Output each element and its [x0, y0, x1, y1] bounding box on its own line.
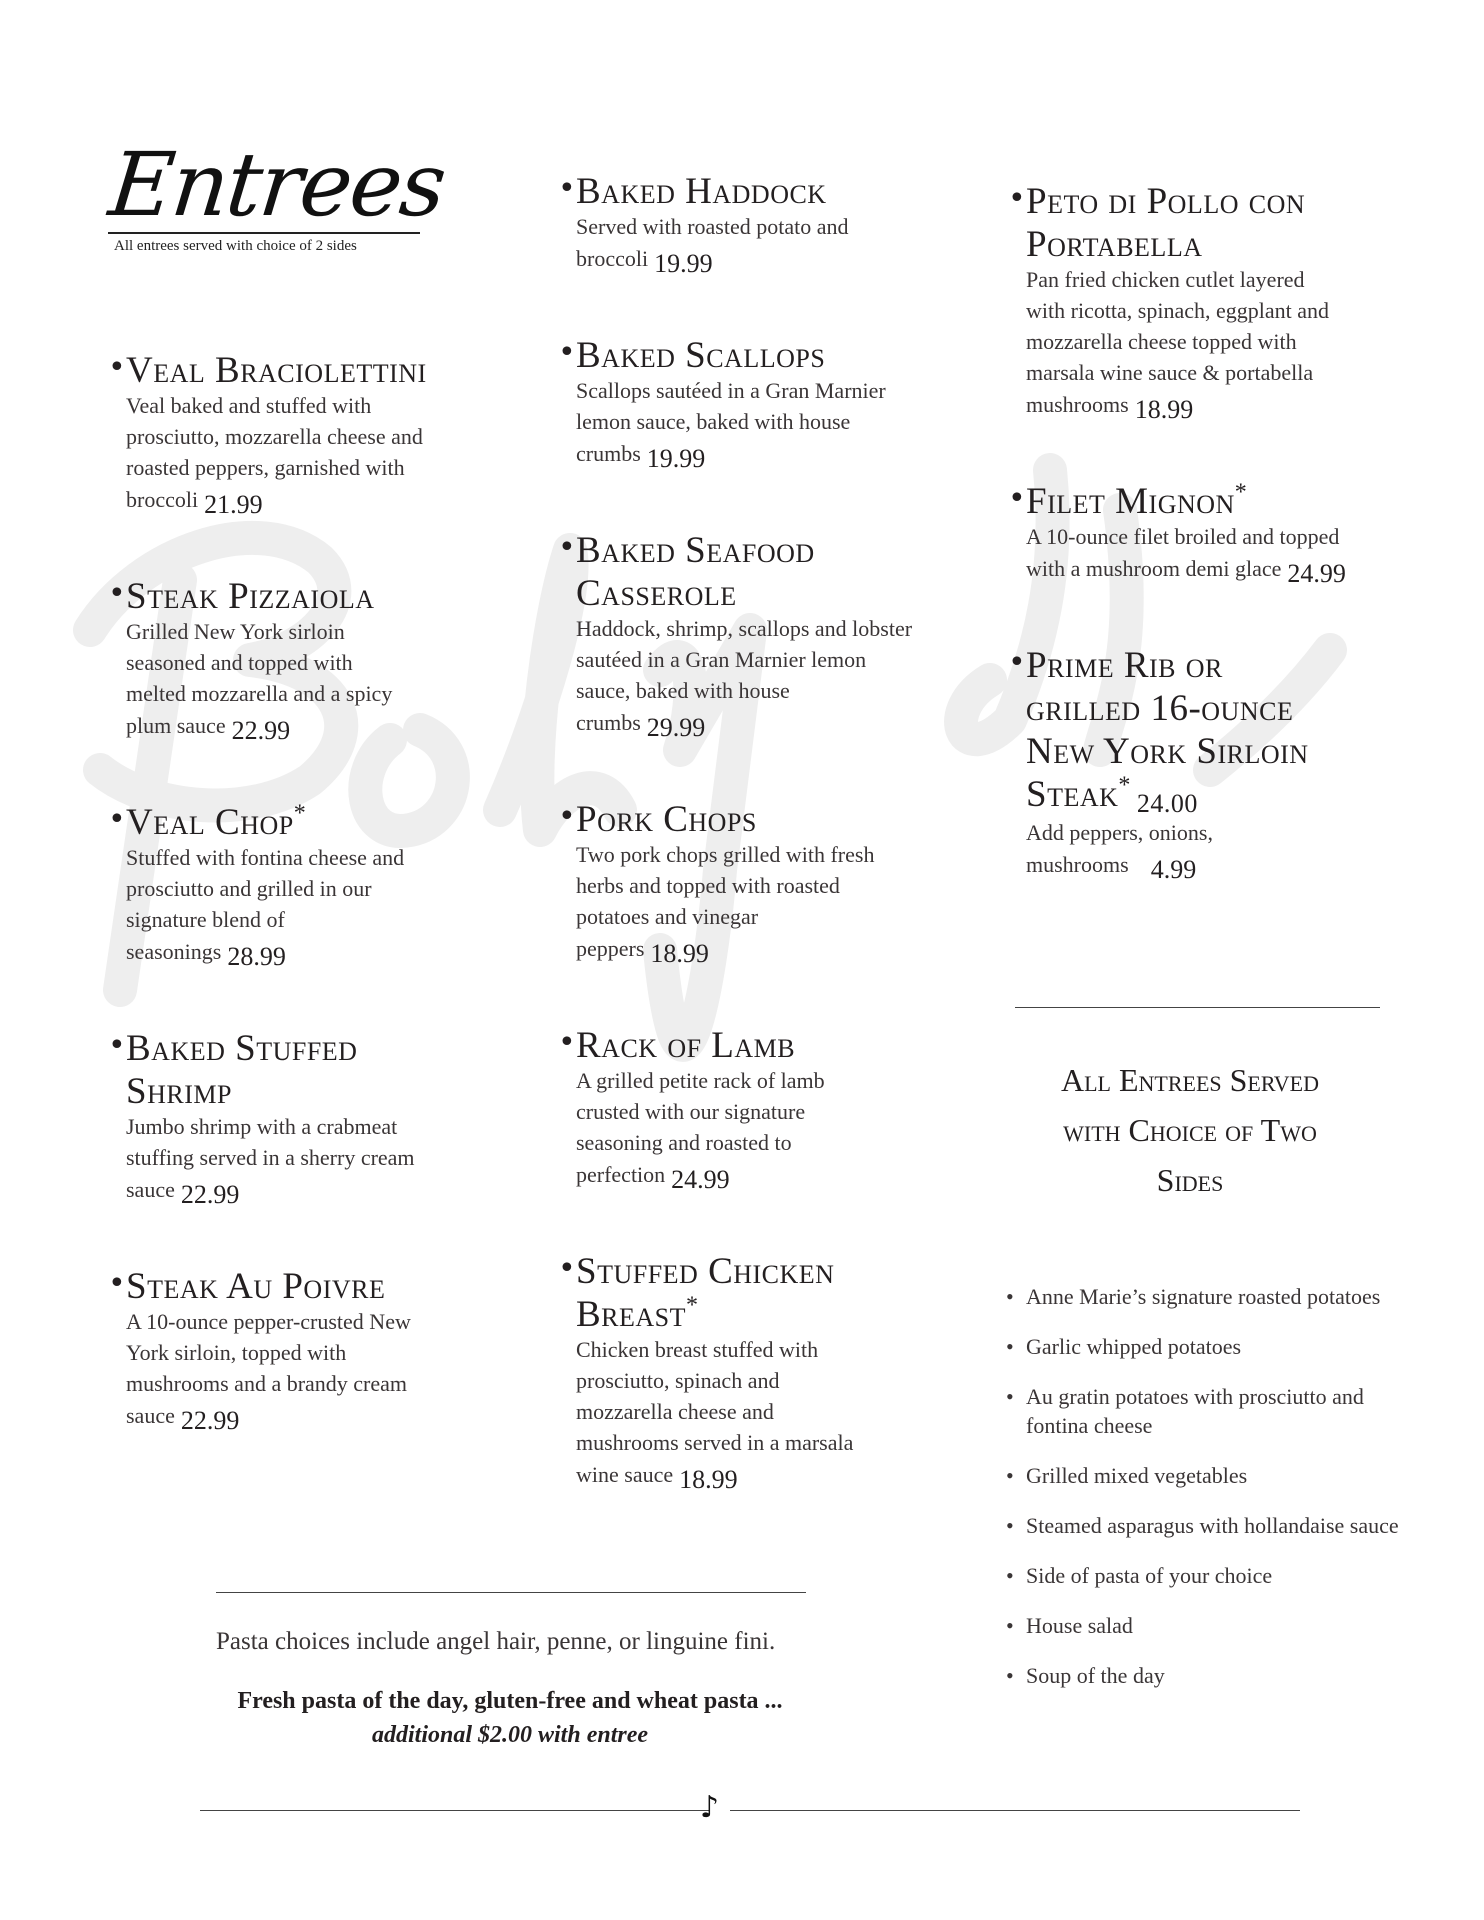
list-item: [1000, 1282, 1400, 1311]
item-name: Rack of Lamb: [576, 1025, 796, 1066]
item-description: Stuffed with fontina cheese and prosciutto and grilled in our signature blend of seasonings: [126, 845, 405, 964]
item-price: 22.99: [180, 1406, 240, 1435]
item-description: Jumbo shrimp with a crabmeat stuffing served in a sherry cream sauce: [126, 1114, 415, 1202]
item-name: Prime Rib or grilled 16-ounce New York Sirloin Steak: [1026, 645, 1309, 815]
item-name: Veal Braciolettini: [126, 350, 427, 391]
item-description: Pan fried chicken cutlet layered with ricotta, spinach, eggplant and mozzarella cheese topped with marsala wine sauce & portabella mushrooms: [1026, 267, 1330, 417]
menu-item: [100, 1265, 470, 1435]
list-item: [1000, 1382, 1400, 1440]
menu-item: [550, 529, 950, 742]
item-price: 18.99: [1134, 395, 1194, 424]
bullet: •: [108, 350, 126, 385]
side-label: Grilled mixed vegetables: [1026, 1463, 1248, 1488]
pasta-extra-italic: additional $2.00 with entree: [371, 1722, 649, 1748]
item-name: Baked Haddock: [576, 171, 827, 212]
pasta-note: Pasta choices include angel hair, penne, or linguine fini.: [216, 1628, 776, 1655]
middle-column: [550, 170, 950, 1494]
item-price: 24.99: [671, 1165, 730, 1194]
side-label: Garlic whipped potatoes: [1026, 1334, 1242, 1359]
bullet: •: [1006, 1284, 1014, 1309]
bullet: •: [1008, 645, 1026, 680]
bullet: •: [558, 799, 576, 834]
bullet: •: [1006, 1334, 1014, 1359]
bullet: •: [108, 1266, 126, 1301]
item-name: Veal Chop: [126, 802, 294, 843]
menu-item: [550, 334, 950, 473]
side-label: Anne Marie’s signature roasted potatoes: [1026, 1284, 1381, 1309]
bullet: •: [558, 1251, 576, 1286]
bullet: •: [1008, 481, 1026, 516]
addon-price: 4.99: [1150, 855, 1197, 884]
side-label: House salad: [1026, 1613, 1133, 1638]
side-label: Soup of the day: [1026, 1663, 1165, 1688]
menu-item: [550, 1250, 950, 1494]
side-label: Au gratin potatoes with prosciutto and fontina cheese: [1026, 1384, 1364, 1438]
item-star: *: [1234, 479, 1248, 506]
list-item: [1000, 1611, 1400, 1640]
footer-rule-right: [730, 1810, 1300, 1811]
item-description: Two pork chops grilled with fresh herbs and topped with roasted potatoes and vinegar peppers: [576, 842, 875, 961]
bullet: •: [1006, 1463, 1014, 1488]
item-name: Peto di Pollo con Portabella: [1026, 181, 1306, 265]
list-item: [1000, 1461, 1400, 1490]
item-star: *: [1118, 772, 1131, 799]
item-name: Baked Stuffed Shrimp: [126, 1028, 358, 1112]
bullet: •: [1006, 1384, 1014, 1409]
bullet: •: [558, 1025, 576, 1060]
item-star: *: [293, 800, 307, 827]
page-title: Entrees: [104, 133, 450, 236]
item-price: 18.99: [679, 1465, 738, 1494]
menu-item: [550, 1024, 950, 1194]
bullet: •: [108, 802, 126, 837]
pasta-extra: [200, 1684, 820, 1752]
bullet: •: [558, 530, 576, 565]
item-name: Baked Scallops: [576, 335, 826, 376]
item-star: *: [686, 1292, 699, 1319]
item-name: Stuffed Chicken Breast: [576, 1251, 835, 1335]
menu-item: [550, 170, 950, 278]
list-item: [1000, 1511, 1400, 1540]
item-price: 18.99: [650, 939, 709, 968]
bullet: •: [1006, 1613, 1014, 1638]
item-description: A 10-ounce filet broiled and topped with a mushroom demi glace: [1026, 524, 1340, 581]
item-price: 22.99: [180, 1180, 240, 1209]
item-price: 24.00: [1136, 789, 1198, 818]
bullet: •: [1008, 181, 1026, 216]
menu-item: [1000, 479, 1420, 588]
item-name: Steak Au Poivre: [126, 1266, 386, 1307]
side-label: Side of pasta of your choice: [1026, 1563, 1273, 1588]
item-price: 19.99: [646, 444, 706, 473]
item-description: Served with roasted potato and broccoli: [576, 214, 849, 271]
item-price: 19.99: [654, 249, 713, 278]
item-price: 21.99: [204, 490, 263, 519]
left-column: [100, 133, 470, 1435]
item-price: 22.99: [231, 716, 291, 745]
item-description: Chicken breast stuffed with prosciutto, spinach and mozzarella cheese and mushrooms served in a marsala wine sauce: [576, 1337, 854, 1487]
bullet: •: [1006, 1513, 1014, 1538]
item-price: 29.99: [646, 713, 706, 742]
pasta-extra-bold: Fresh pasta of the day, gluten-free and wheat pasta ...: [237, 1688, 783, 1714]
menu-item: [1000, 180, 1420, 424]
item-name: Pork Chops: [576, 799, 757, 840]
side-label: Steamed asparagus with hollandaise sauce: [1026, 1513, 1399, 1538]
menu-item: [100, 800, 470, 971]
list-item: [1000, 1332, 1400, 1361]
menu-item: [100, 349, 470, 519]
item-name: Steak Pizzaiola: [126, 576, 375, 617]
bullet: •: [108, 1028, 126, 1063]
item-description: Haddock, shrimp, scallops and lobster sautéed in a Gran Marnier lemon sauce, baked with house crumbs: [576, 616, 913, 735]
item-name: Baked Seafood Casserole: [576, 530, 815, 614]
sides-heading: All Entrees Served with Choice of Two Sides: [1060, 1062, 1319, 1198]
menu-item: [100, 575, 470, 745]
menu-item: [100, 1027, 470, 1209]
list-item: [1000, 1661, 1400, 1690]
item-description: Scallops sautéed in a Gran Marnier lemon sauce, baked with house crumbs: [576, 378, 886, 466]
bullet: •: [108, 576, 126, 611]
menu-item: [550, 798, 950, 968]
addon-text: Add peppers, onions, mushrooms: [1026, 820, 1213, 877]
item-price: 28.99: [227, 942, 286, 971]
item-description: Grilled New York sirloin seasoned and topped with melted mozzarella and a spicy plum sauce: [126, 619, 393, 738]
list-item: [1000, 1561, 1400, 1590]
menu-item: [1000, 644, 1420, 884]
right-divider: [1015, 1007, 1380, 1008]
bullet: •: [558, 171, 576, 206]
music-note-icon: ♪: [700, 1790, 720, 1825]
right-column: [1000, 180, 1420, 884]
pasta-divider: [216, 1592, 806, 1593]
footer-rule-left: [200, 1810, 710, 1811]
item-price: 24.99: [1287, 559, 1346, 588]
item-description: Veal baked and stuffed with prosciutto, mozzarella cheese and roasted peppers, garnished with broccoli: [126, 393, 423, 512]
sides-list: [1000, 1282, 1400, 1711]
item-description: A 10-ounce pepper-crusted New York sirloin, topped with mushrooms and a brandy cream sauce: [126, 1309, 411, 1428]
bullet: •: [1006, 1663, 1014, 1688]
bullet: •: [558, 335, 576, 370]
page-subtitle: All entrees served with choice of 2 sides: [114, 238, 357, 254]
bullet: •: [1006, 1563, 1014, 1588]
item-name: Filet Mignon: [1026, 481, 1235, 522]
item-description: A grilled petite rack of lamb crusted with our signature seasoning and roasted to perfection: [576, 1068, 825, 1187]
